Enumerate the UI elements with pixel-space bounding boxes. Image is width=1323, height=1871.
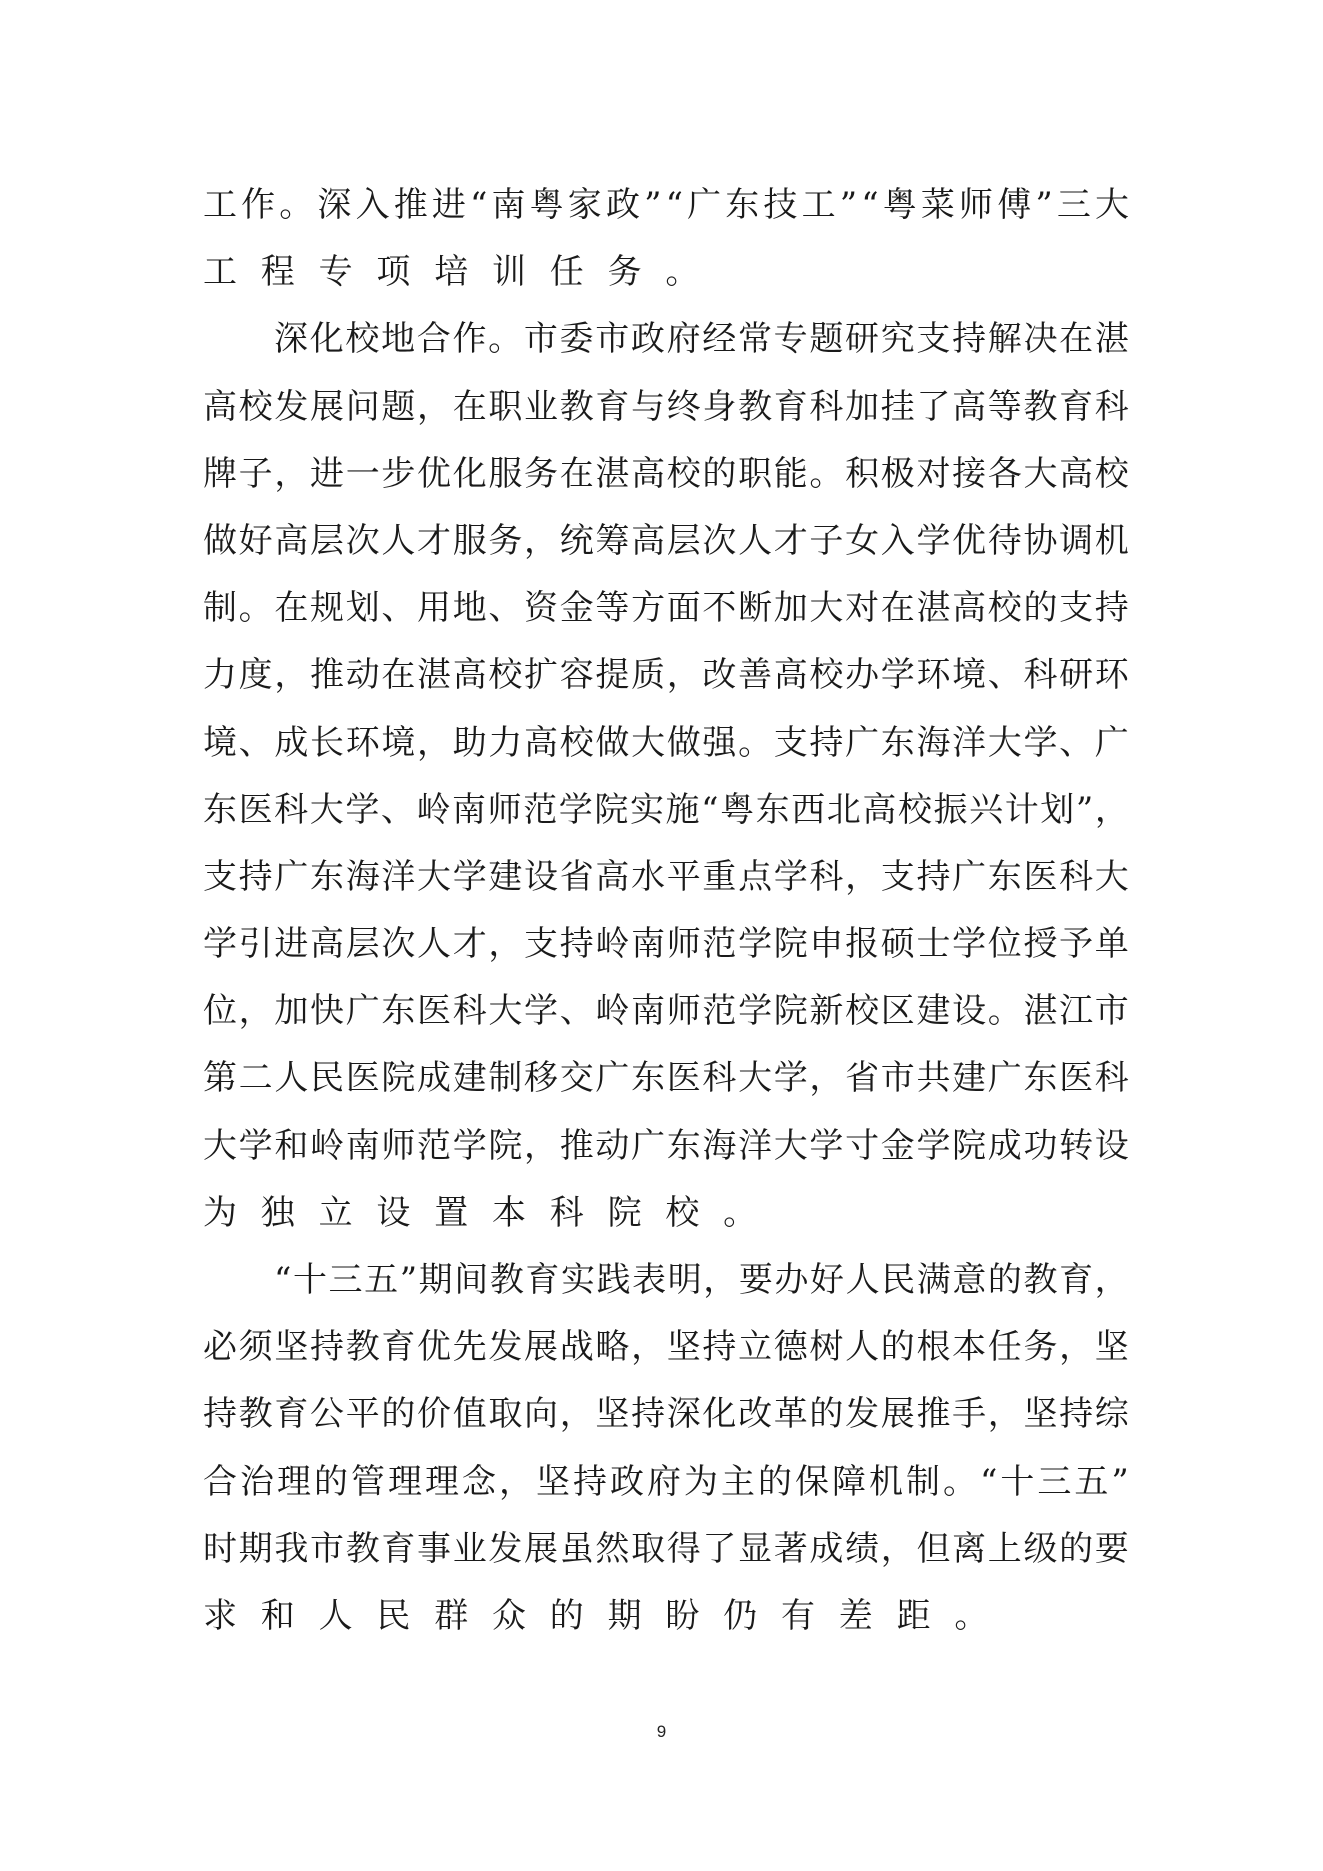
text-line: 高 校 发 展 问 题 ， 在 职 业 教 育 与 终 身 教 育 科 加 挂 了 高 等 教 育 科 [203,386,1129,427]
text-line: 学 引 进 高 层 次 人 才 ， 支 持 岭 南 师 范 学 院 申 报 硕 士 学 位 授 予 单 [203,924,1129,965]
text-line: 境 、 成 长 环 境 ， 助 力 高 校 做 大 做 强 。 支 持 广 东 海 洋 大 学 、 广 [203,722,1129,763]
text-line: 求 和 人 民 群 众 的 期 盼 仍 有 差 距 。 [203,1595,989,1636]
text-line: 支 持 广 东 海 洋 大 学 建 设 省 高 水 平 重 点 学 科 ， 支 持 广 东 医 科 大 [203,856,1129,897]
text-line: 做 好 高 层 次 人 才 服 务 ， 统 筹 高 层 次 人 才 子 女 入 学 优 待 协 调 机 [203,520,1129,561]
paragraph [203,306,1129,1247]
text-line: 工 作 。 深 入 推 进 “ 南 粤 家 政 ” “ 广 东 技 工 ” “ 粤 菜 师 傅 ” 三 大 [203,185,1129,225]
paragraph [203,1247,1129,1650]
text-line: 力 度 ， 推 动 在 湛 高 校 扩 容 提 质 ， 改 善 高 校 办 学 环 境 、 科 研 环 [203,655,1129,696]
text-line: 必 须 坚 持 教 育 优 先 发 展 战 略 ， 坚 持 立 德 树 人 的 根 本 任 务 ， 坚 [203,1327,1129,1368]
paragraph [203,172,1129,306]
text-line: 制 。 在 规 划 、 用 地 、 资 金 等 方 面 不 断 加 大 对 在 湛 高 校 的 支 持 [203,588,1129,629]
text-line: 大 学 和 岭 南 师 范 学 院 ， 推 动 广 东 海 洋 大 学 寸 金 学 院 成 功 转 设 [203,1125,1129,1166]
text-line: 时 期 我 市 教 育 事 业 发 展 虽 然 取 得 了 显 著 成 绩 ， 但 离 上 级 的 要 [203,1528,1129,1569]
text-line: 位 ， 加 快 广 东 医 科 大 学 、 岭 南 师 范 学 院 新 校 区 建 设 。 湛 江 市 [203,991,1129,1032]
text-line: 持 教 育 公 平 的 价 值 取 向 ， 坚 持 深 化 改 革 的 发 展 推 手 ， 坚 持 综 [203,1394,1129,1435]
text-line: 牌 子 ， 进 一 步 优 化 服 务 在 湛 高 校 的 职 能 。 积 极 对 接 各 大 高 校 [203,453,1129,494]
page-number: 9 [656,1722,667,1741]
text-line: “ 十 三 五 ” 期 间 教 育 实 践 表 明 ， 要 办 好 人 民 满 意 的 教 育 ， [274,1260,1129,1300]
text-line: 第 二 人 民 医 院 成 建 制 移 交 广 东 医 科 大 学 ， 省 市 共 建 广 东 医 科 [203,1058,1129,1099]
text-line: 工 程 专 项 培 训 任 务 。 [203,252,700,293]
text-line: 深 化 校 地 合 作 。 市 委 市 政 府 经 常 专 题 研 究 支 持 解 决 在 湛 [274,319,1129,360]
text-line: 东 医 科 大 学 、 岭 南 师 范 学 院 实 施 “ 粤 东 西 北 高 校 振 兴 计 划 ” ， [203,789,1129,830]
text-line: 为 独 立 设 置 本 科 院 校 。 [203,1192,758,1233]
body-text [203,172,1129,1650]
text-line: 合 治 理 的 管 理 理 念 ， 坚 持 政 府 为 主 的 保 障 机 制 。 “ 十 三 五 ” [203,1461,1129,1502]
